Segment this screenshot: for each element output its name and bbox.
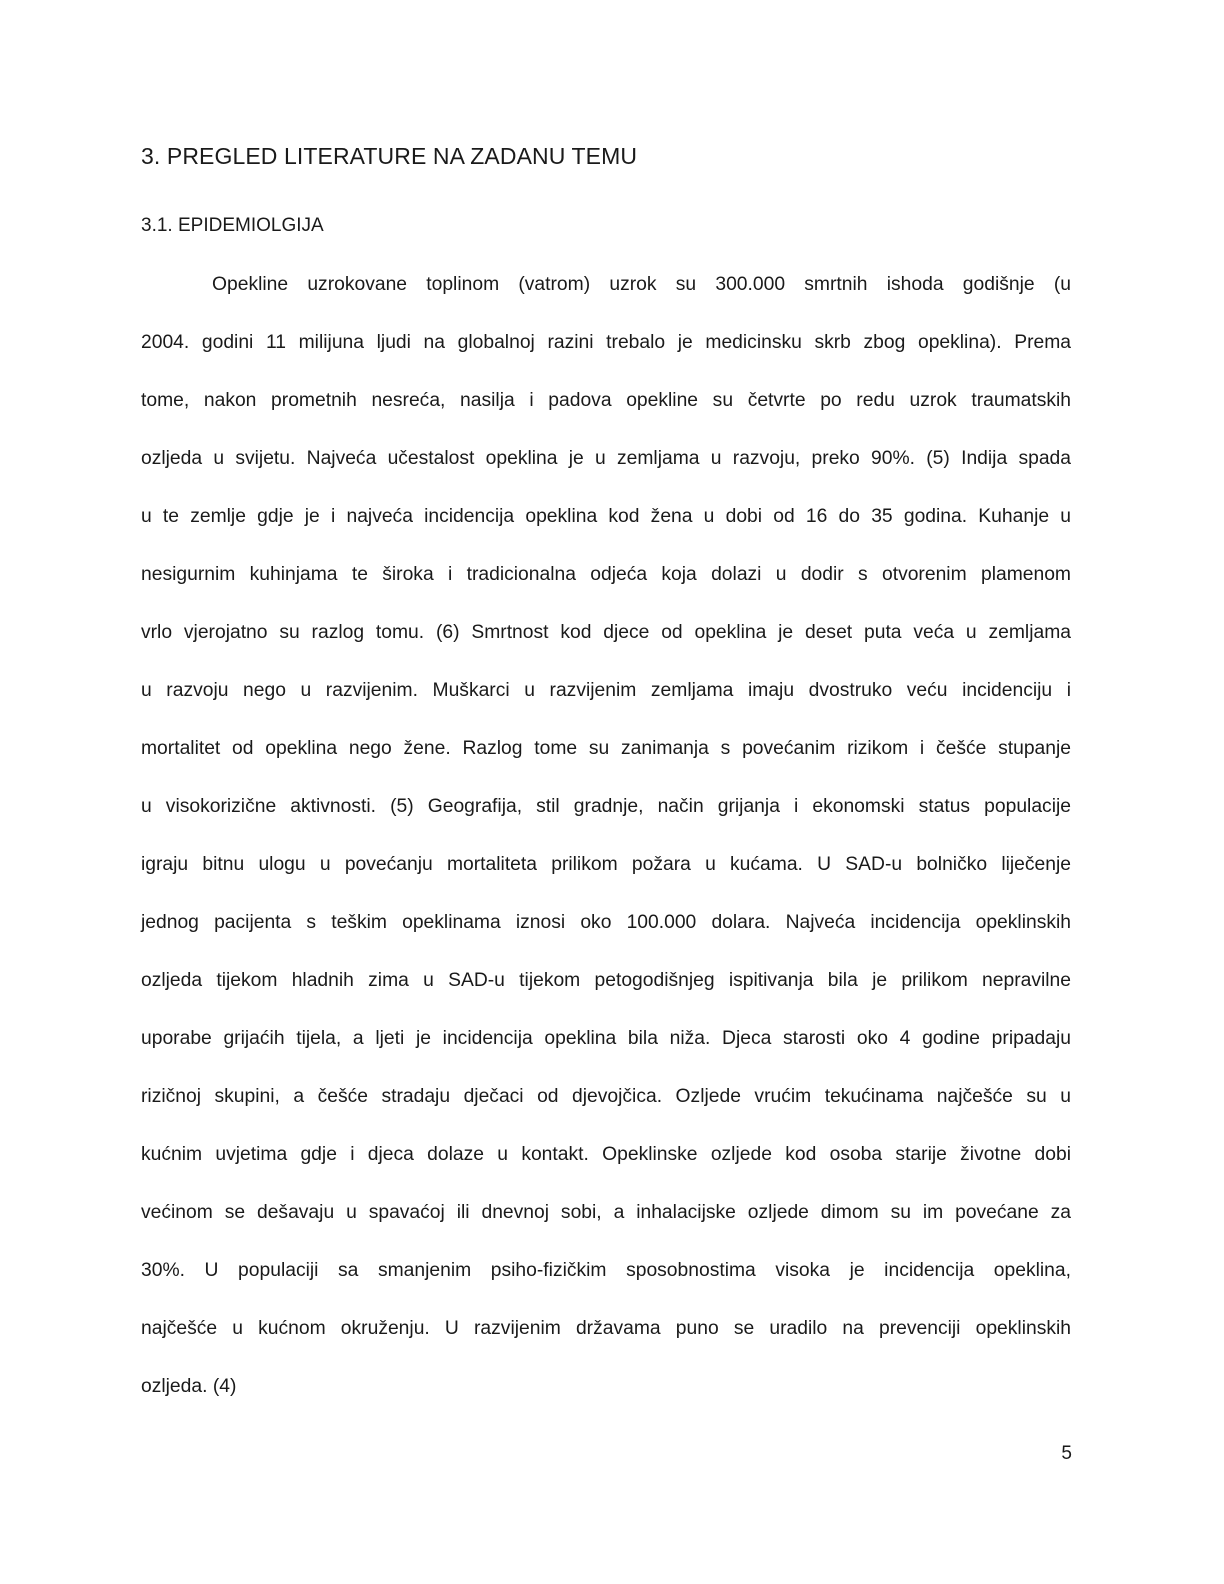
- paragraph-line: 2004. godini 11 milijuna ljudi na globalnoj razini trebalo je medicinsku skrb zbog opeklina). Prema: [141, 332, 1071, 353]
- chapter-title: 3. PREGLED LITERATURE NA ZADANU TEMU: [141, 143, 638, 169]
- body-paragraph: [141, 256, 1071, 1416]
- page-number: 5: [1061, 1443, 1072, 1464]
- paragraph-line: nesigurnim kuhinjama te široka i tradicionalna odjeća koja dolazi u dodir s otvorenim plamenom: [141, 564, 1071, 585]
- paragraph-line: rizičnoj skupini, a češće stradaju dječaci od djevojčica. Ozljede vrućim tekućinama najčešće su u: [141, 1086, 1071, 1107]
- paragraph-line: najčešće u kućnom okruženju. U razvijenim državama puno se uradilo na prevenciji opeklinskih: [141, 1318, 1071, 1339]
- paragraph-line: ozljeda. (4): [141, 1376, 237, 1397]
- paragraph-line: u visokorizične aktivnosti. (5) Geografija, stil gradnje, način grijanja i ekonomski status populacije: [141, 796, 1071, 817]
- paragraph-line: ozljeda tijekom hladnih zima u SAD-u tijekom petogodišnjeg ispitivanja bila je prilikom nepravilne: [141, 970, 1071, 991]
- paragraph-line: kućnim uvjetima gdje i djeca dolaze u kontakt. Opeklinske ozljede kod osoba starije životne dobi: [141, 1144, 1071, 1165]
- paragraph-line: u razvoju nego u razvijenim. Muškarci u razvijenim zemljama imaju dvostruko veću incidenciju i: [141, 680, 1071, 701]
- paragraph-line: Opekline uzrokovane toplinom (vatrom) uzrok su 300.000 smrtnih ishoda godišnje (u: [212, 274, 1071, 295]
- paragraph-line: tome, nakon prometnih nesreća, nasilja i padova opekline su četvrte po redu uzrok traumatskih: [141, 390, 1071, 411]
- section-title: 3.1. EPIDEMIOLGIJA: [141, 215, 324, 236]
- paragraph-line: mortalitet od opeklina nego žene. Razlog tome su zanimanja s povećanim rizikom i češće stupanje: [141, 738, 1071, 759]
- paragraph-line: uporabe grijaćih tijela, a ljeti je incidencija opeklina bila niža. Djeca starosti oko 4 godine pripadaju: [141, 1028, 1071, 1049]
- paragraph-line: većinom se dešavaju u spavaćoj ili dnevnoj sobi, a inhalacijske ozljede dimom su im povećane za: [141, 1202, 1071, 1223]
- paragraph-line: u te zemlje gdje je i najveća incidencija opeklina kod žena u dobi od 16 do 35 godina. Kuhanje u: [141, 506, 1071, 527]
- paragraph-line: jednog pacijenta s teškim opeklinama iznosi oko 100.000 dolara. Najveća incidencija opeklinskih: [141, 912, 1071, 933]
- paragraph-line: igraju bitnu ulogu u povećanju mortaliteta prilikom požara u kućama. U SAD-u bolničko liječenje: [141, 854, 1071, 875]
- paragraph-line: vrlo vjerojatno su razlog tomu. (6) Smrtnost kod djece od opeklina je deset puta veća u zemljama: [141, 622, 1071, 643]
- paragraph-line: 30%. U populaciji sa smanjenim psiho-fizičkim sposobnostima visoka je incidencija opeklina,: [141, 1260, 1071, 1281]
- paragraph-line: ozljeda u svijetu. Najveća učestalost opeklina je u zemljama u razvoju, preko 90%. (5) Indija spada: [141, 448, 1071, 469]
